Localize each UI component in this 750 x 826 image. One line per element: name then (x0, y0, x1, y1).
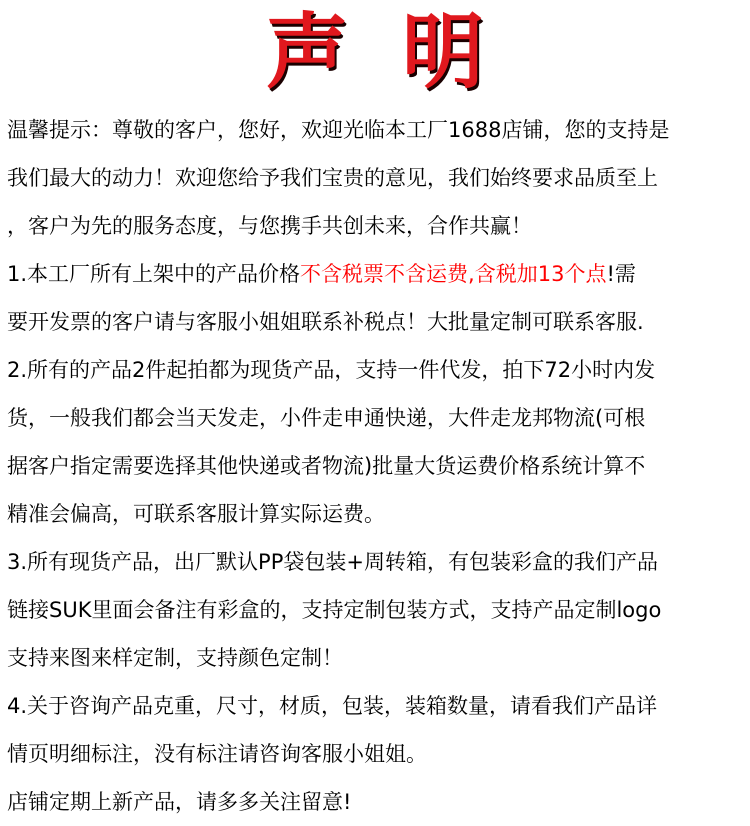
item3-line: 支持来图来样定制，支持颜色定制！ (7, 646, 343, 670)
item1-line (7, 250, 747, 298)
item1-line: 要开发票的客户请与客服小姐姐联系补税点！大批量定制可联系客服. (7, 310, 644, 334)
item3-line: 3.所有现货产品，出厂默认PP袋包装+周转箱，有包装彩盒的我们产品 (7, 550, 658, 574)
item2-line: 货，一般我们都会当天发走，小件走申通快递，大件走龙邦物流(可根 (7, 406, 646, 430)
closing-line: 店铺定期上新产品，请多多关注留意! (7, 790, 352, 814)
intro-line: 温馨提示：尊敬的客户，您好，欢迎光临本工厂1688店铺，您的支持是 (7, 118, 670, 142)
page-title: 声明 (265, 5, 538, 100)
intro-line: ，客户为先的服务态度，与您携手共创未来，合作共赢！ (7, 214, 532, 238)
item4-line: 4.关于咨询产品克重，尺寸，材质，包装，装箱数量，请看我们产品详 (7, 694, 658, 718)
item4-line: 情页明细标注，没有标注请咨询客服小姐姐。 (7, 742, 427, 766)
item1-highlight: 不含税票不含运费,含税加13个点 (300, 262, 607, 286)
notice-body (7, 106, 747, 826)
item3-line: 链接SUK里面会备注有彩盒的，支持定制包装方式，支持产品定制logo (7, 598, 662, 622)
intro-line: 我们最大的动力！欢迎您给予我们宝贵的意见，我们始终要求品质至上 (7, 166, 658, 190)
item2-line: 精准会偏高，可联系客服计算实际运费。 (7, 502, 385, 526)
item1-suffix: !需 (606, 262, 636, 286)
item2-line: 据客户指定需要选择其他快递或者物流)批量大货运费价格系统计算不 (7, 454, 646, 478)
item2-line: 2.所有的产品2件起拍都为现货产品，支持一件代发，拍下72小时内发 (7, 358, 656, 382)
item1-prefix: 1.本工厂所有上架中的产品价格 (7, 262, 301, 286)
